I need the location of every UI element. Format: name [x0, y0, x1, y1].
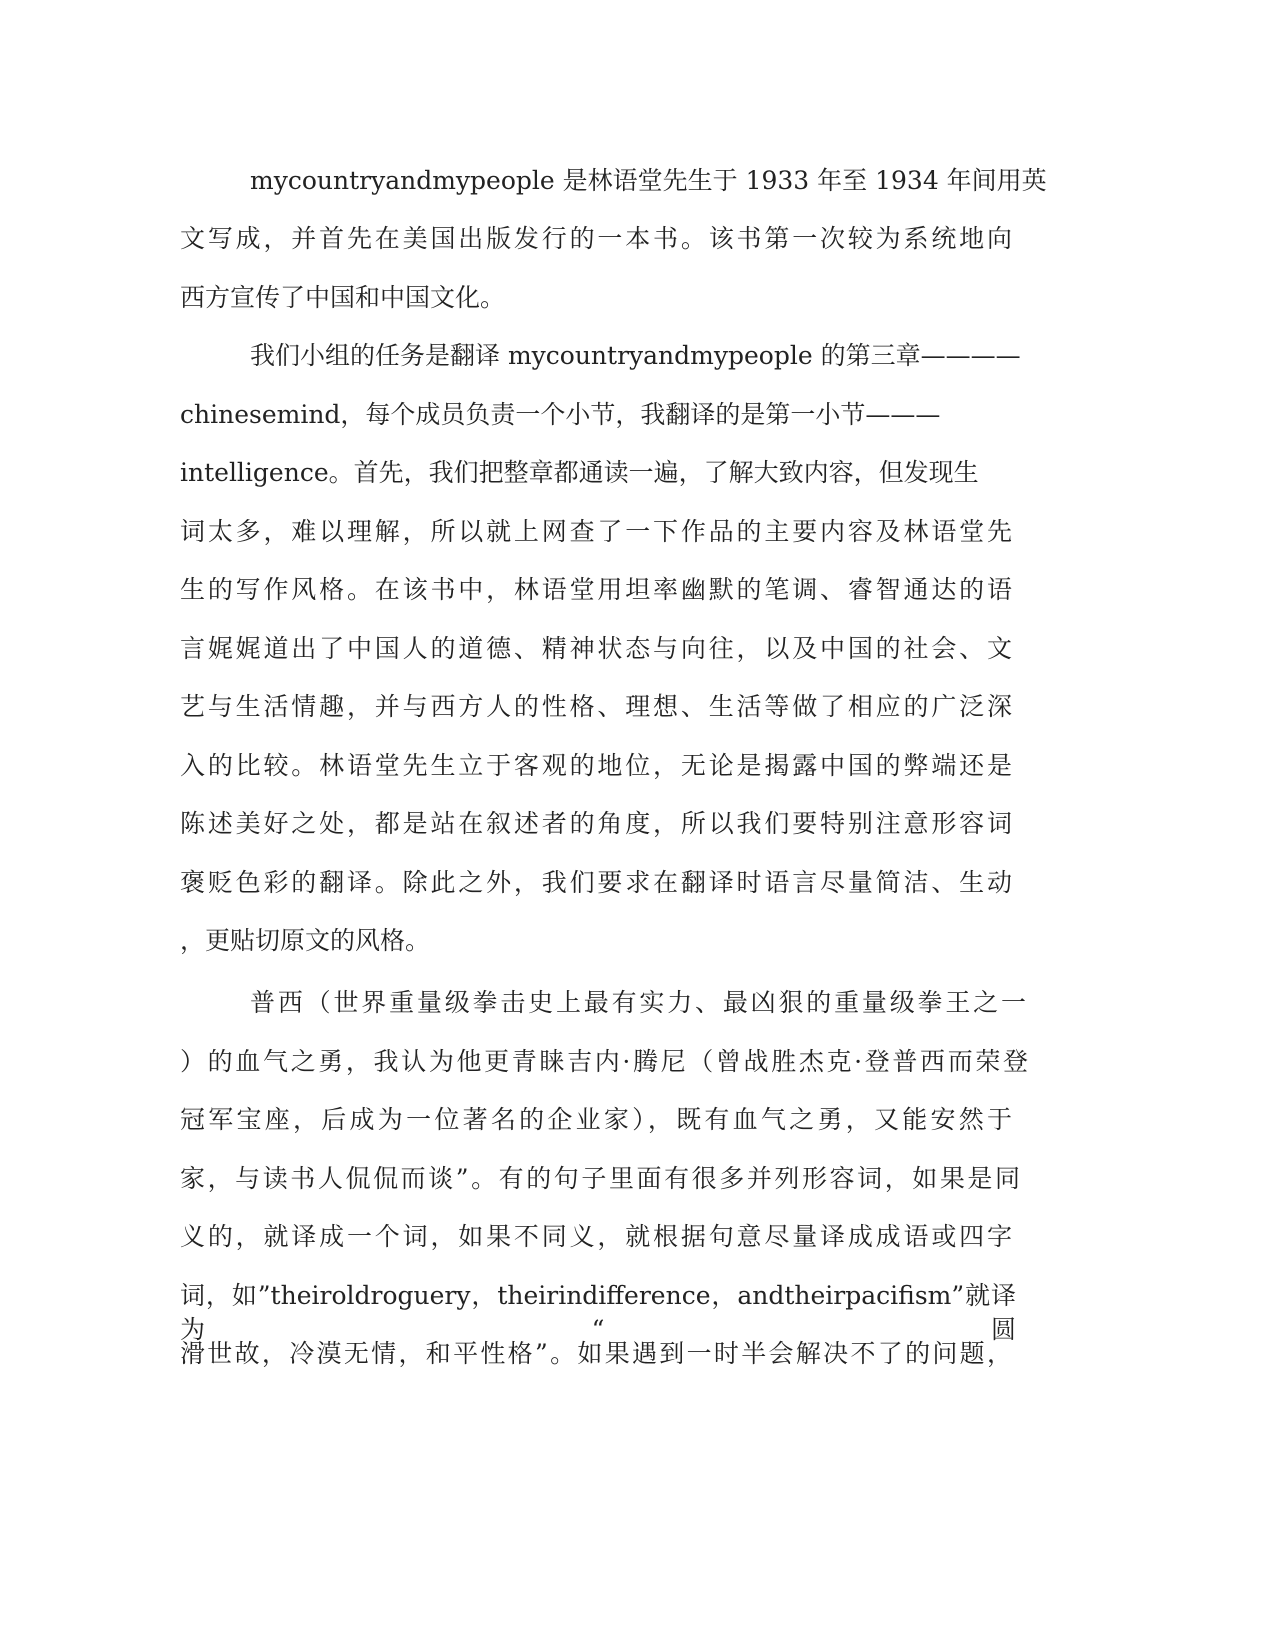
text-line: 滑世故，冷漠无情，和平性格”。如果遇到一时半会解决不了的问题， [180, 1339, 1012, 1368]
text-line: 入的比较。林语堂先生立于客观的地位，无论是揭露中国的弊端还是 [180, 751, 1012, 780]
text-line: 西方宣传了中国和中国文化。 [180, 283, 506, 312]
text-line: 普西（世界重量级拳击史上最有实力、最凶狠的重量级拳王之一 [250, 988, 1026, 1017]
text-line: 词太多，难以理解，所以就上网查了一下作品的主要内容及林语堂先 [180, 517, 1012, 546]
text-line: 言娓娓道出了中国人的道德、精神状态与向往，以及中国的社会、文 [180, 634, 1012, 663]
text-line: 褒贬色彩的翻译。除此之外，我们要求在翻译时语言尽量简洁、生动 [180, 868, 1012, 897]
text-line: 艺与生活情趣，并与西方人的性格、理想、生活等做了相应的广泛深 [180, 692, 1012, 721]
text-line: 词，如”theiroldroguery，theirindifference，andtheirpacifism”就译为“圆 [180, 1281, 1016, 1344]
text-line: 冠军宝座，后成为一位著名的企业家），既有血气之勇，又能安然于 [180, 1105, 1012, 1134]
text-line: 义的，就译成一个词，如果不同义，就根据句意尽量译成成语或四字 [180, 1222, 1012, 1251]
text-line: intelligence。首先，我们把整章都通读一遍，了解大致内容，但发现生 [180, 458, 979, 487]
text-line: mycountryandmypeople 是林语堂先生于 1933 年至 1934 年间用英 [250, 166, 1047, 195]
text-line: 陈述美好之处，都是站在叙述者的角度，所以我们要特别注意形容词 [180, 809, 1012, 838]
text-line: 我们小组的任务是翻译 mycountryandmypeople 的第三章———— [250, 341, 1021, 370]
text-line: ，更贴切原文的风格。 [180, 926, 431, 955]
text-line: 家，与读书人侃侃而谈”。有的句子里面有很多并列形容词，如果是同 [180, 1164, 1020, 1193]
text-line: ）的血气之勇，我认为他更青睐吉内·腾尼（曾战胜杰克·登普西而荣登 [180, 1047, 1028, 1076]
text-line: 生的写作风格。在该书中，林语堂用坦率幽默的笔调、睿智通达的语 [180, 575, 1012, 604]
text-line: chinesemind，每个成员负责一个小节，我翻译的是第一小节——— [180, 400, 941, 429]
text-line: 文写成，并首先在美国出版发行的一本书。该书第一次较为系统地向 [180, 224, 1012, 253]
